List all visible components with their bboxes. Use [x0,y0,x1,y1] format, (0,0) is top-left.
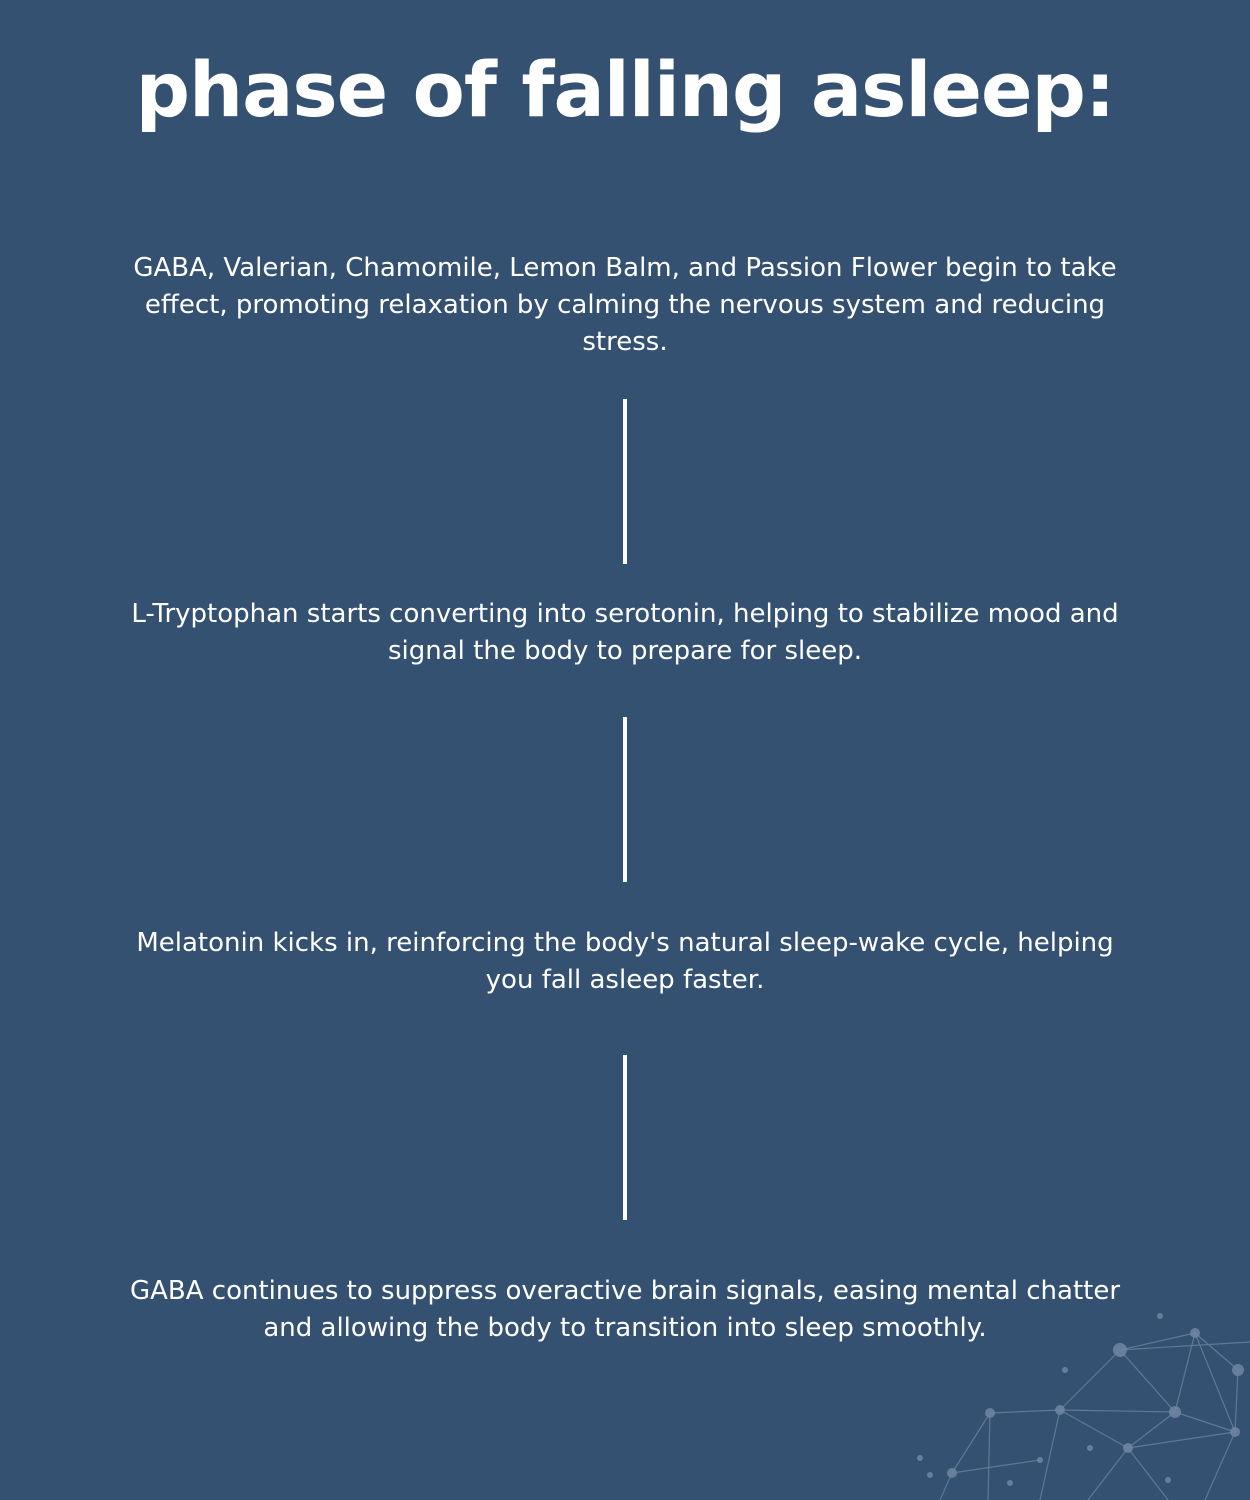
page-title: phase of falling asleep: [135,45,1115,134]
step-connector-line [623,717,627,882]
step-3-text: Melatonin kicks in, reinforcing the body's natural sleep-wake cycle, helping you fall asleep faster. [136,928,1114,995]
network-graph-icon [900,1300,1250,1500]
step-2-text: L-Tryptophan starts converting into serotonin, helping to stabilize mood and signal the body to prepare for sleep. [131,599,1119,666]
step-connector-line [623,1055,627,1220]
step-1-text: GABA, Valerian, Chamomile, Lemon Balm, and Passion Flower begin to take effect, promoting relaxation by calming the nervous system and reducing stress. [133,253,1117,357]
step-4-text: GABA continues to suppress overactive brain signals, easing mental chatter and allowing the body to transition into sleep smoothly. [129,1276,1121,1343]
step-connector-line [623,399,627,564]
